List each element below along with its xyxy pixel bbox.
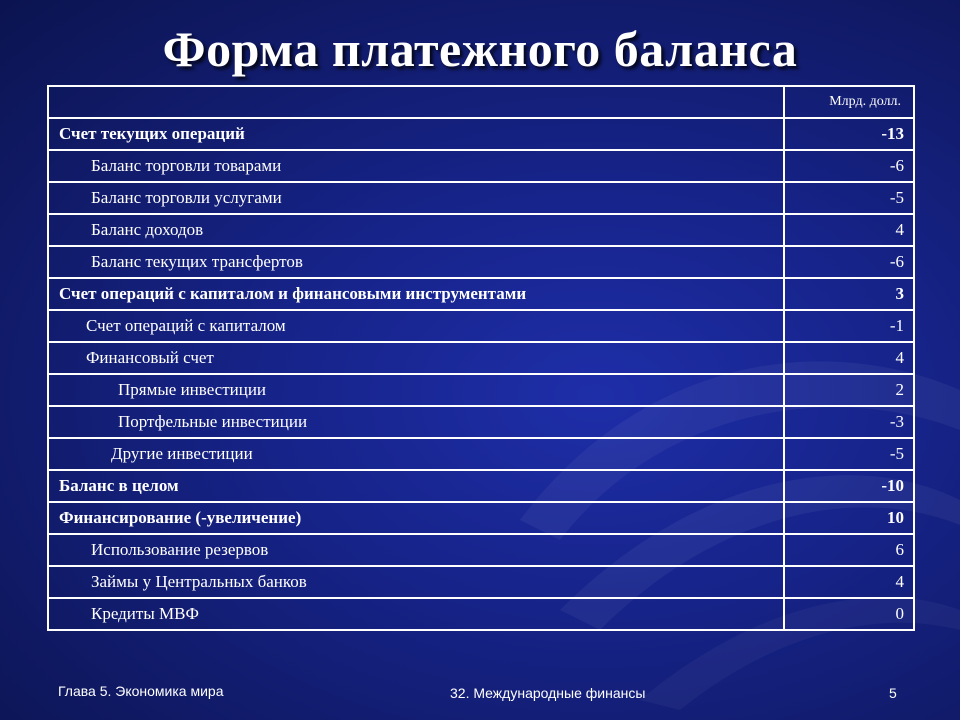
row-label: Баланс доходов	[48, 214, 784, 246]
row-label: Баланс текущих трансфертов	[48, 246, 784, 278]
row-label: Финансирование (-увеличение)	[48, 502, 784, 534]
row-value: 2	[784, 374, 914, 406]
table-body	[48, 86, 914, 630]
table-row	[48, 246, 914, 278]
row-value: 6	[784, 534, 914, 566]
table-row	[48, 598, 914, 630]
row-label: Баланс в целом	[48, 470, 784, 502]
table-row	[48, 214, 914, 246]
row-value: 10	[784, 502, 914, 534]
table-row	[48, 150, 914, 182]
row-value: 3	[784, 278, 914, 310]
header-empty-cell	[48, 86, 784, 118]
footer-topic: 32. Международные финансы	[450, 685, 646, 701]
row-value: -5	[784, 438, 914, 470]
row-label: Баланс торговли товарами	[48, 150, 784, 182]
unit-label: Млрд. долл.	[784, 86, 914, 118]
table-row	[48, 438, 914, 470]
row-value: -6	[784, 150, 914, 182]
table-row	[48, 534, 914, 566]
row-value: 4	[784, 566, 914, 598]
row-value: -5	[784, 182, 914, 214]
row-label: Другие инвестиции	[48, 438, 784, 470]
row-label: Счет операций с капиталом и финансовыми инструментами	[48, 278, 784, 310]
row-label: Портфельные инвестиции	[48, 406, 784, 438]
row-label: Финансовый счет	[48, 342, 784, 374]
footer-chapter: Глава 5. Экономика мира	[58, 683, 224, 699]
table-row	[48, 470, 914, 502]
table-row	[48, 374, 914, 406]
row-label: Кредиты МВФ	[48, 598, 784, 630]
table-row	[48, 342, 914, 374]
slide-title: Форма платежного баланса	[162, 21, 798, 77]
row-value: -13	[784, 118, 914, 150]
row-label: Счет операций с капиталом	[48, 310, 784, 342]
row-value: -3	[784, 406, 914, 438]
row-label: Займы у Центральных банков	[48, 566, 784, 598]
row-value: 0	[784, 598, 914, 630]
table-row	[48, 406, 914, 438]
row-label: Счет текущих операций	[48, 118, 784, 150]
row-value: -6	[784, 246, 914, 278]
table-row	[48, 118, 914, 150]
row-label: Баланс торговли услугами	[48, 182, 784, 214]
balance-of-payments-table	[47, 85, 915, 631]
row-value: -1	[784, 310, 914, 342]
row-value: 4	[784, 214, 914, 246]
row-value: -10	[784, 470, 914, 502]
table-row	[48, 310, 914, 342]
row-label: Прямые инвестиции	[48, 374, 784, 406]
row-label: Использование резервов	[48, 534, 784, 566]
table-header-row	[48, 86, 914, 118]
table-row	[48, 566, 914, 598]
table-row	[48, 502, 914, 534]
table-row	[48, 278, 914, 310]
page-number: 5	[889, 685, 897, 701]
row-value: 4	[784, 342, 914, 374]
table-row	[48, 182, 914, 214]
